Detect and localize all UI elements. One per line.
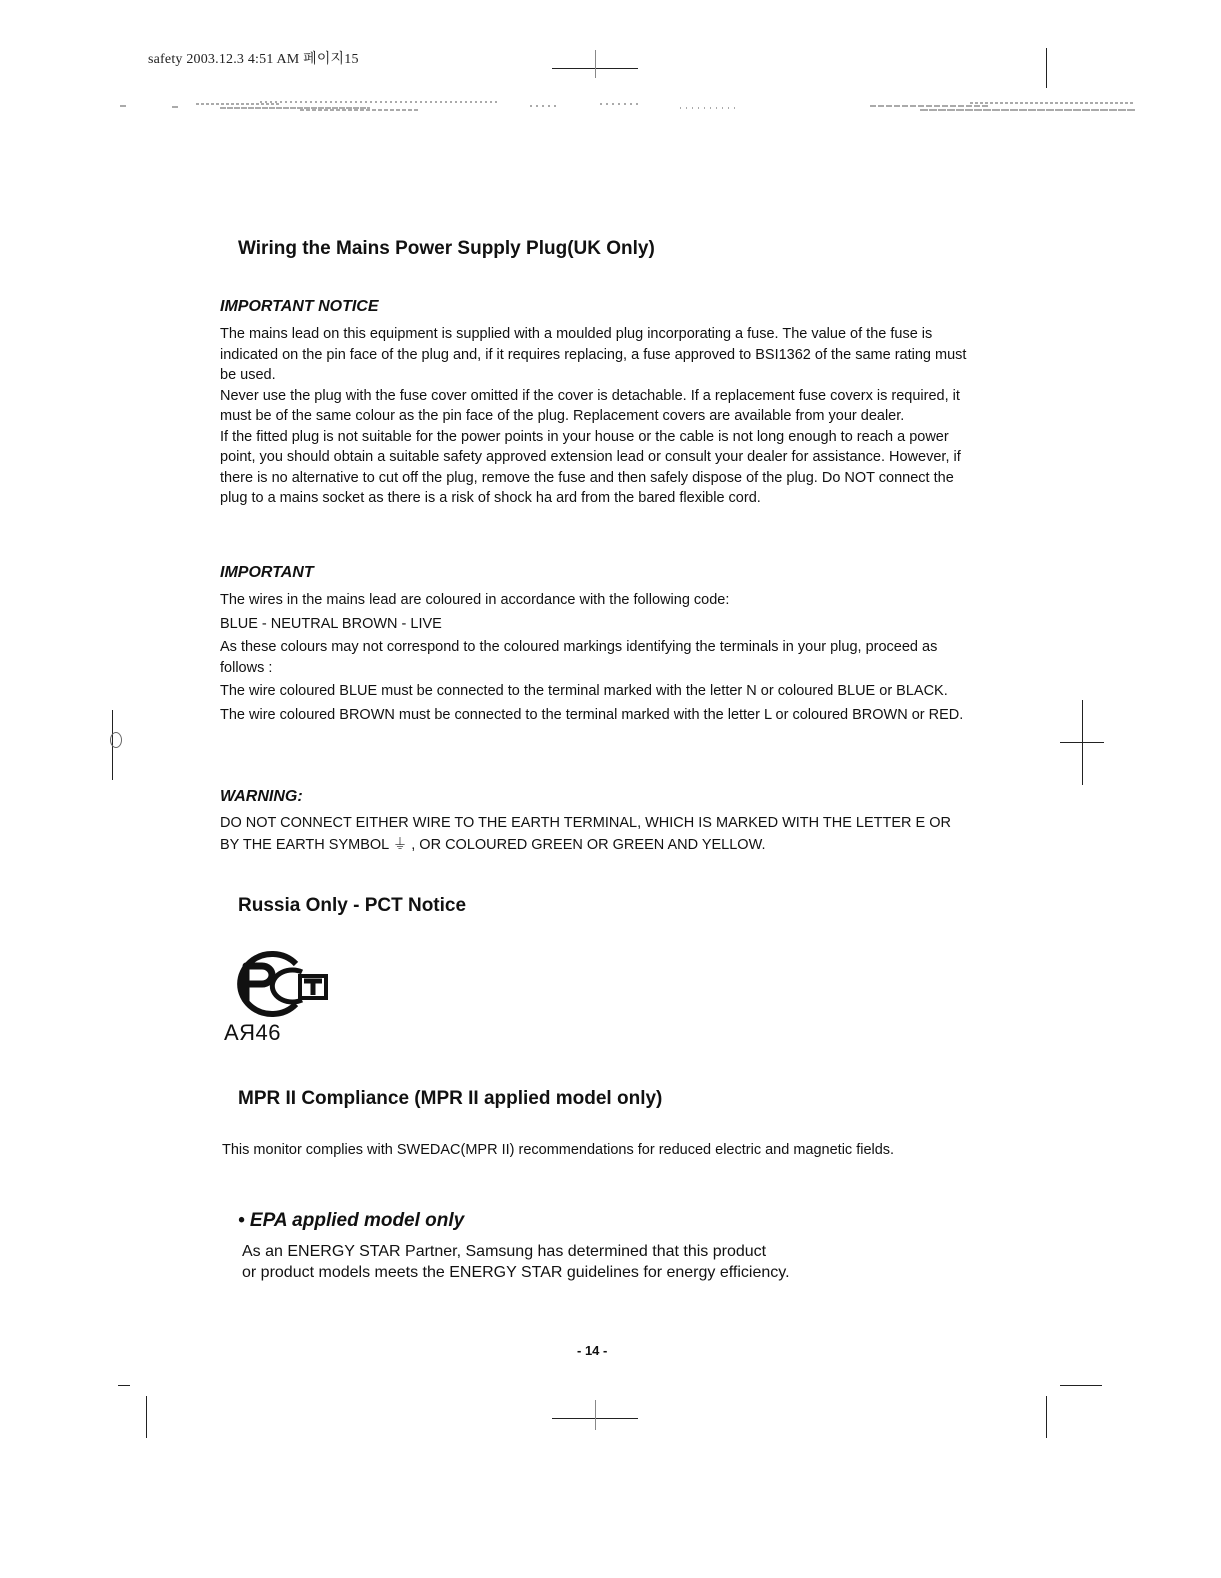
important-line: The wire coloured BROWN must be connected to the terminal marked with the letter L or coloured BROWN or RED.	[220, 706, 964, 723]
header-stamp: safety 2003.12.3 4:51 AM 페이지15	[148, 52, 359, 67]
notice-paragraph: Never use the plug with the fuse cover omitted if the cover is detachable. If a replacement fuse coverx is required, it must be of the same colour as the pin face of the plug. Replacement covers are available from your dealer.	[220, 387, 960, 424]
crop-mark-top-right	[1046, 48, 1047, 88]
mpr-body: This monitor complies with SWEDAC(MPR II) recommendations for reduced electric and magnetic fields.	[222, 1142, 895, 1158]
crop-mark-bottom-left-horizontal	[118, 1385, 130, 1386]
important-notice-body	[220, 324, 978, 509]
epa-line: or product models meets the ENERGY STAR guidelines for energy efficiency.	[242, 1264, 790, 1281]
epa-section-title: • EPA applied model only	[238, 1210, 465, 1231]
epa-body	[242, 1241, 962, 1283]
important-line: BLUE - NEUTRAL BROWN - LIVE	[220, 615, 442, 632]
mpr-section-title: MPR II Compliance (MPR II applied model only)	[238, 1088, 663, 1109]
important-line: The wires in the mains lead are coloured in accordance with the following code:	[220, 592, 730, 608]
important-notice-heading: IMPORTANT NOTICE	[220, 298, 379, 315]
important-heading: IMPORTANT	[220, 564, 314, 581]
page-number: - 14 -	[577, 1343, 608, 1358]
crop-mark-bottom-right-horizontal	[1060, 1385, 1102, 1386]
important-line: As these colours may not correspond to the coloured markings identifying the terminals in your plug, proceed as follows :	[220, 639, 938, 676]
crop-mark-bottom-left-vertical	[146, 1396, 147, 1438]
crop-mark-top-vertical	[595, 50, 596, 78]
crop-mark-bottom-right-vertical	[1046, 1396, 1047, 1438]
notice-paragraph: If the fitted plug is not suitable for the power points in your house or the cable is not long enough to reach a power point, you should obtain a suitable safety approved extension lead or consult your dealer for assistance. However, if there is no alternative to cut off the plug, remove the fuse and then safely dispose of the plug. Do NOT connect the plug to a mains socket as there is a risk of shock ha ard from the bared flexible cord.	[220, 428, 961, 506]
warning-body: DO NOT CONNECT EITHER WIRE TO THE EARTH TERMINAL, WHICH IS MARKED WITH THE LETTER E OR BY THE EARTH SYMBOL ⏚ , OR COLOURED GREEN OR GREEN AND YELLOW.	[220, 815, 951, 853]
notice-paragraph: The mains lead on this equipment is supplied with a moulded plug incorporating a fuse. The value of the fuse is indicated on the pin face of the plug and, if it requires replacing, a fuse approved to BSI1362 of the same rating must be used.	[220, 326, 967, 383]
important-line: The wire coloured BLUE must be connected to the terminal marked with the letter N or coloured BLUE or BLACK.	[220, 683, 948, 699]
crop-mark-left-circle	[110, 732, 122, 748]
crop-mark-right-horizontal	[1060, 742, 1104, 743]
pct-logo-code: AЯ46	[224, 1020, 282, 1045]
russia-section-title: Russia Only - PCT Notice	[238, 895, 467, 916]
crop-mark-bottom-center-vertical	[595, 1400, 596, 1430]
epa-line: As an ENERGY STAR Partner, Samsung has determined that this product	[242, 1243, 767, 1260]
warning-heading: WARNING:	[220, 788, 303, 805]
pct-certification-logo-icon	[218, 948, 333, 1020]
scan-noise-bar	[120, 100, 1135, 114]
important-body	[220, 590, 978, 725]
wiring-section-title: Wiring the Mains Power Supply Plug(UK Only)	[238, 238, 655, 259]
